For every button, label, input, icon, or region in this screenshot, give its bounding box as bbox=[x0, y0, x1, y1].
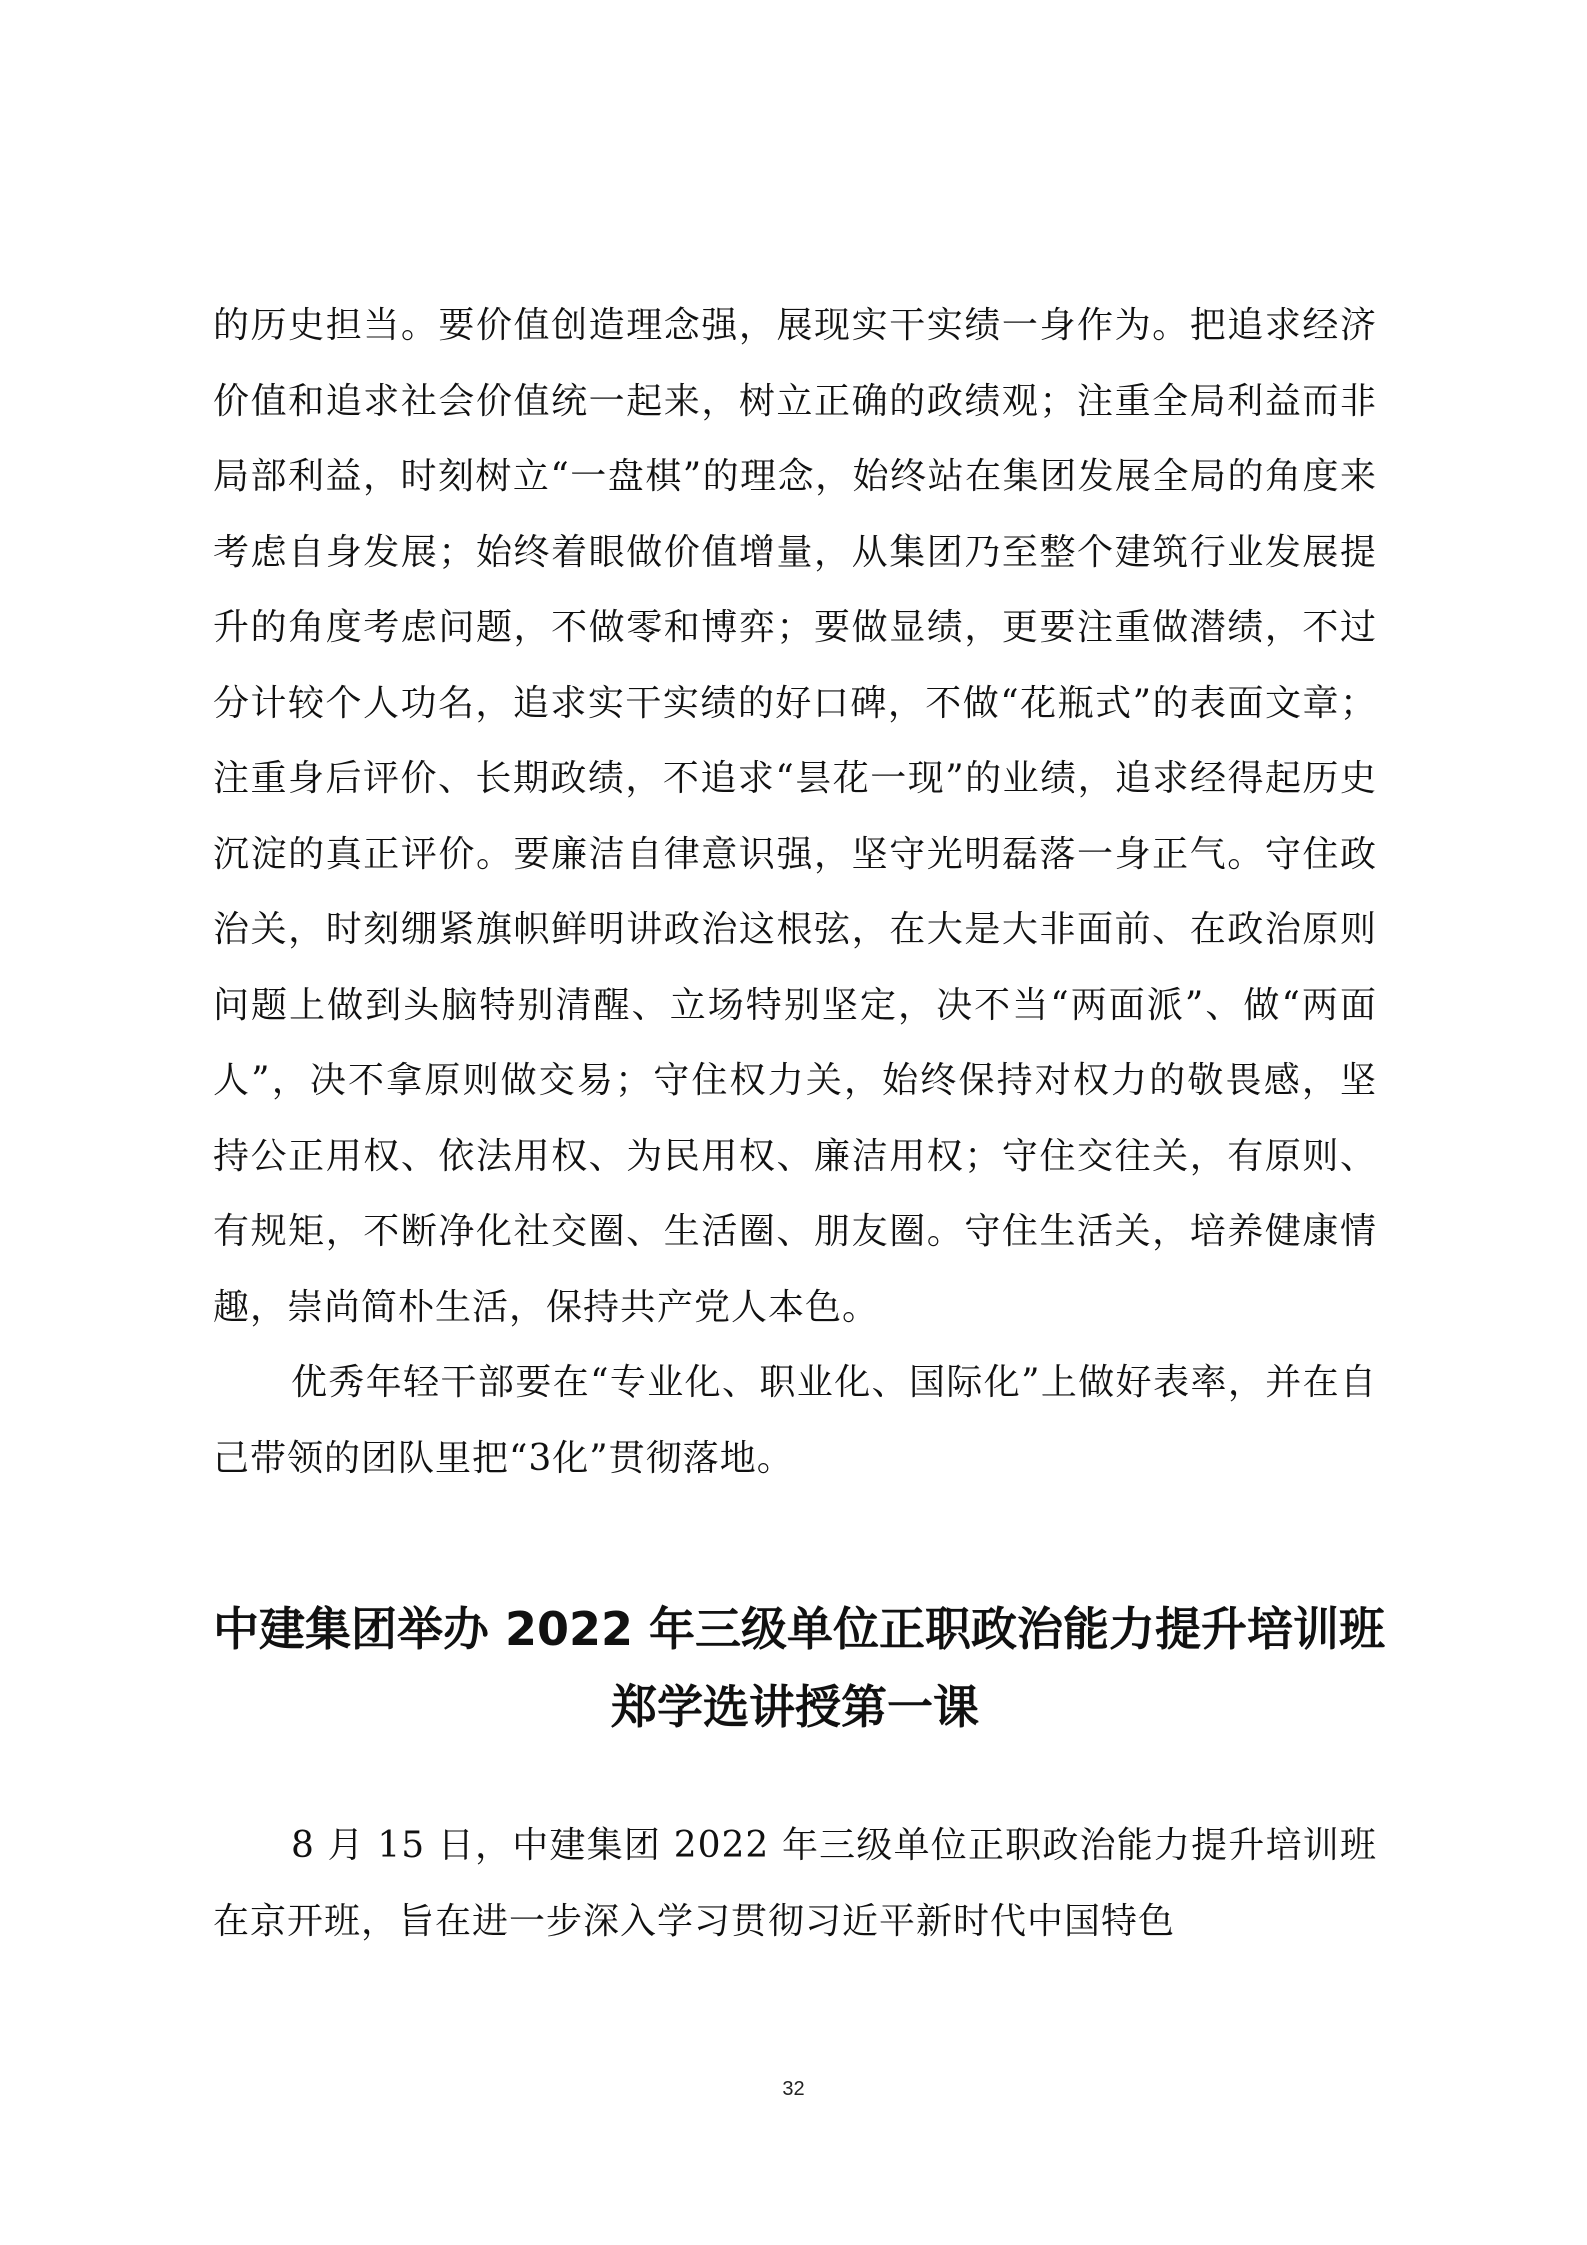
page-number: 32 bbox=[782, 2078, 805, 2100]
article-heading bbox=[213, 1590, 1386, 1746]
article-paragraph: 8 月 15 日，中建集团 2022 年三级单位正职政治能力提升培训班在京开班，旨在进一步深入学习贯彻习近平新时代中国特色 bbox=[213, 1825, 1377, 1942]
article-heading-line-1: 中建集团举办 2022 年三级单位正职政治能力提升培训班 bbox=[213, 1602, 1386, 1656]
page-content bbox=[213, 288, 1386, 1959]
body-paragraph: 优秀年轻干部要在“专业化、职业化、国际化”上做好表率，并在自己带领的团队里把“3化”贯彻落地。 bbox=[213, 1362, 1377, 1479]
body-paragraph-continued: 的历史担当。要价值创造理念强，展现实干实绩一身作为。把追求经济价值和追求社会价值统一起来，树立正确的政绩观；注重全局利益而非局部利益，时刻树立“一盘棋”的理念，始终站在集团发展全局的角度来考虑自身发展；始终着眼做价值增量，从集团乃至整个建筑行业发展提升的角度考虑问题，不做零和博弈；要做显绩，更要注重做潜绩，不过分计较个人功名，追求实干实绩的好口碑，不做“花瓶式”的表面文章；注重身后评价、长期政绩，不追求“昙花一现”的业绩，追求经得起历史沉淀的真正评价。要廉洁自律意识强，坚守光明磊落一身正气。守住政治关，时刻绷紧旗帜鲜明讲政治这根弦，在大是大非面前、在政治原则问题上做到头脑特别清醒、立场特别坚定，决不当“两面派”、做“两面人”，决不拿原则做交易；守住权力关，始终保持对权力的敬畏感，坚持公正用权、依法用权、为民用权、廉洁用权；守住交往关，有原则、有规矩，不断净化社交圈、生活圈、朋友圈。守住生活关，培养健康情趣，崇尚简朴生活，保持共产党人本色。 bbox=[213, 305, 1377, 1328]
article-heading-line-2: 郑学选讲授第一课 bbox=[611, 1680, 979, 1734]
